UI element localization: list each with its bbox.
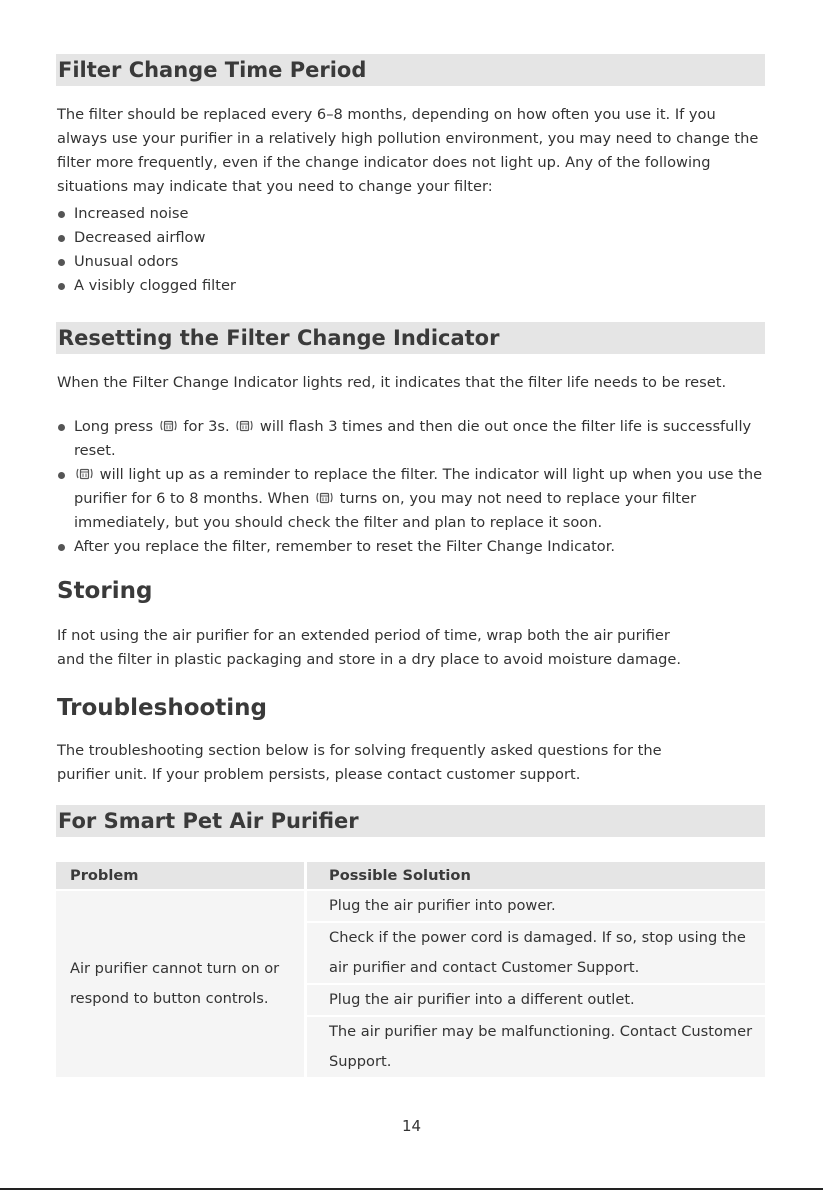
section-title-storing: Storing (57, 578, 153, 604)
list-item: After you replace the filter, remember to reset the Filter Change Indicator. (57, 535, 769, 559)
section-title-resetting: Resetting the Filter Change Indicator (56, 322, 765, 354)
resetting-paragraph: When the Filter Change Indicator lights red, it indicates that the filter life needs to be reset. (57, 374, 727, 391)
list-item (57, 463, 769, 535)
filter-change-icon (235, 418, 254, 433)
section-title-troubleshooting: Troubleshooting (57, 695, 268, 721)
resetting-bullets (57, 415, 769, 559)
filter-change-icon (75, 466, 94, 481)
problem-line-2: respond to button controls. (70, 990, 269, 1007)
troubleshooting-paragraph (57, 739, 769, 787)
page-number: 14 (401, 1117, 422, 1135)
column-header-solution: Possible Solution (306, 862, 766, 890)
list-item: Increased noise (57, 202, 769, 226)
solution-cell: Check if the power cord is damaged. If so, stop using the air purifier and contact Customer Support. (306, 922, 766, 984)
problem-line-1: Air purifier cannot turn on or (70, 960, 280, 977)
filter-change-icon (159, 418, 178, 433)
section-title-smart-pet: For Smart Pet Air Purifier (56, 805, 765, 837)
bullet-text: will flash 3 times and then die out once the filter life is successfully reset. (74, 418, 752, 459)
storing-line-1: If not using the air purifier for an extended period of time, wrap both the air purifier (57, 627, 670, 644)
solution-cell: The air purifier may be malfunctioning. Contact Customer Support. (306, 1016, 766, 1077)
bullet-text: Long press (74, 418, 154, 435)
column-header-problem: Problem (56, 862, 306, 890)
troubleshooting-line-1: The troubleshooting section below is for solving frequently asked questions for the (57, 742, 662, 759)
filter-change-bullets (57, 202, 769, 298)
list-item (57, 415, 769, 463)
bullet-text: turns on, you may not need to replace your filter immediately, but you should check the filter and plan to replace it soon. (74, 490, 697, 531)
section-title-filter-change: Filter Change Time Period (56, 54, 765, 86)
storing-paragraph (57, 624, 769, 672)
filter-change-paragraph: The filter should be replaced every 6–8 months, depending on how often you use it. If you always use your purifier in a relatively high pollution environment, you may need to change the filter more frequently, even if the change indicator does not light up. Any of the following situations may indicate that you need to change your filter: (57, 106, 759, 195)
solution-cell: Plug the air purifier into power. (306, 890, 766, 922)
page-bottom-rule (0, 1188, 823, 1190)
storing-line-2: and the filter in plastic packaging and store in a dry place to avoid moisture damage. (57, 651, 682, 668)
filter-change-icon (315, 490, 334, 505)
troubleshooting-table (56, 862, 765, 1077)
troubleshooting-line-2: purifier unit. If your problem persists, please contact customer support. (57, 766, 581, 783)
problem-cell (56, 890, 306, 1077)
table-row (56, 890, 765, 922)
list-item: Unusual odors (57, 250, 769, 274)
table-header-row (56, 862, 765, 890)
solution-cell: Plug the air purifier into a different outlet. (306, 984, 766, 1016)
list-item: A visibly clogged filter (57, 274, 769, 298)
list-item: Decreased airflow (57, 226, 769, 250)
bullet-text: for 3s. (183, 418, 230, 435)
bullet-text: will light up as a reminder to replace the filter. The indicator will light up when you use the purifier for 6 to 8 months. When (74, 466, 763, 507)
